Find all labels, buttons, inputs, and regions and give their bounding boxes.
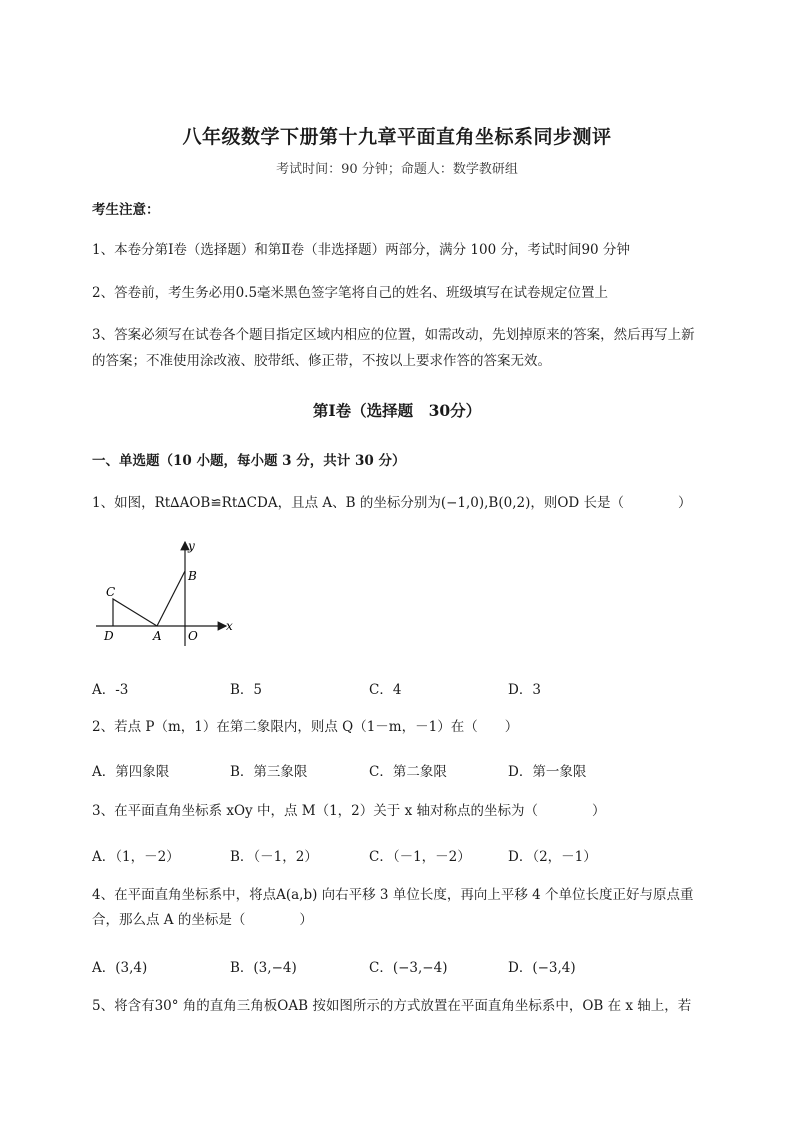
page-title: 八年级数学下册第十九章平面直角坐标系同步测评 — [182, 126, 612, 148]
q3-option-d: D．（2，－1） — [508, 849, 597, 865]
label-d: D — [104, 629, 114, 643]
q3-option-a: A．（1，－2） — [92, 849, 180, 865]
notice-item-1: 1、本卷分第Ⅰ卷（选择题）和第Ⅱ卷（非选择题）两部分，满分 100 分，考试时间90 分钟 — [92, 242, 630, 258]
question-4-stem: 4、在平面直角坐标系中，将点A(a,b) 向右平移 3 单位长度，再向上平移 4 个单位长度正好与原点重 — [92, 887, 694, 903]
q1-option-a: A．-3 — [92, 682, 129, 698]
question-3-stem: 3、在平面直角坐标系 xOy 中，点 M（1，2）关于 x 轴对称点的坐标为（ ） — [92, 803, 606, 819]
label-y: y — [188, 539, 195, 553]
triangle-cda — [113, 599, 157, 626]
q4-option-d: D．(−3,4) — [508, 960, 576, 976]
q2-option-c: C．第二象限 — [369, 764, 447, 780]
q1-option-d: D．3 — [508, 682, 541, 698]
q1-option-c: C．4 — [369, 682, 402, 698]
notice-item-3-cont: 的答案；不准使用涂改液、胶带纸、修正带，不按以上要求作答的答案无效。 — [92, 353, 551, 369]
q3-option-c: C．（－1，－2） — [369, 849, 471, 865]
q1-option-b: B．5 — [230, 682, 263, 698]
q3-option-b: B．（－1，2） — [230, 849, 318, 865]
question-2-stem: 2、若点 P（m，1）在第二象限内，则点 Q（1－m，－1）在（ ） — [92, 719, 519, 735]
label-c: C — [106, 585, 116, 599]
part-title: 一、单选题（10 小题，每小题 3 分，共计 30 分） — [92, 453, 406, 469]
notice-heading: 考生注意： — [92, 202, 160, 218]
q2-option-b: B．第三象限 — [230, 764, 308, 780]
section-title: 第Ⅰ卷（选择题 30分） — [312, 401, 482, 420]
label-a: A — [153, 629, 162, 643]
question-1-figure — [96, 536, 246, 648]
question-1-stem: 1、如图，Rt∆AOB≌Rt∆CDA，且点 A、B 的坐标分别为(−1,0),B(0,2)，则OD 长是（ ） — [92, 495, 692, 511]
label-x: x — [226, 619, 233, 633]
q4-option-a: A．(3,4) — [92, 960, 148, 976]
q2-option-d: D．第一象限 — [508, 764, 587, 780]
label-o: O — [188, 629, 198, 643]
q2-option-a: A．第四象限 — [92, 764, 170, 780]
q4-option-b: B．(3,−4) — [230, 960, 297, 976]
question-4-stem-cont: 合，那么点 A 的坐标是（ ） — [92, 912, 313, 928]
notice-item-2: 2、答卷前，考生务必用0.5毫米黑色签字笔将自己的姓名、班级填写在试卷规定位置上 — [92, 285, 609, 301]
exam-info: 考试时间：90 分钟；命题人：数学教研组 — [276, 162, 518, 177]
question-5-stem: 5、将含有30° 角的直角三角板OAB 按如图所示的方式放置在平面直角坐标系中，OB 在 x 轴上，若 — [92, 998, 692, 1014]
label-b: B — [188, 569, 197, 583]
notice-item-3: 3、答案必须写在试卷各个题目指定区域内相应的位置，如需改动，先划掉原来的答案，然后再写上新 — [92, 327, 695, 343]
triangle-aob — [157, 571, 185, 626]
q4-option-c: C．(−3,−4) — [369, 960, 448, 976]
